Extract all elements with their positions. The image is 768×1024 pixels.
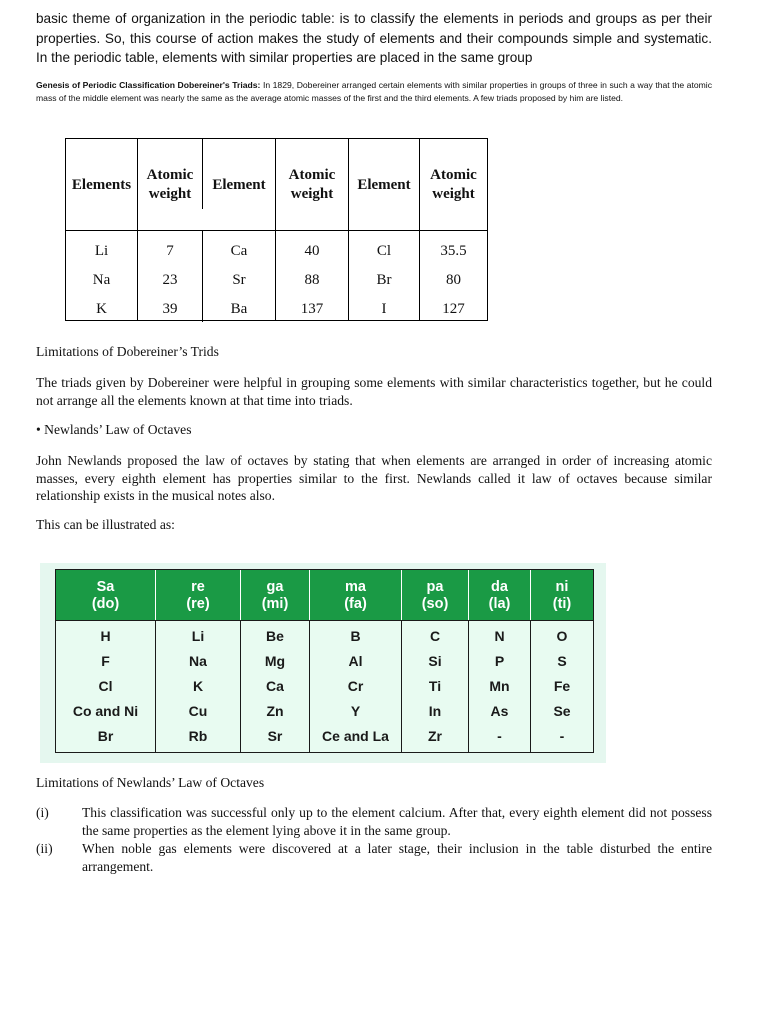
triads-cell: 127 — [442, 301, 465, 317]
octave-note: re — [191, 579, 205, 595]
octaves-cell: N — [494, 628, 505, 644]
triads-cell: Br — [376, 272, 392, 288]
octaves-cell: Cl — [98, 678, 113, 694]
triads-cell: Cl — [376, 243, 392, 259]
triads-cell: Na — [92, 272, 111, 288]
octaves-cell: Cr — [347, 678, 364, 694]
triads-column — [276, 231, 348, 324]
octaves-cell: Mn — [489, 678, 510, 694]
octave-note-alt: (re) — [186, 596, 210, 612]
octave-note-alt: (fa) — [344, 596, 367, 612]
octaves-cell: Li — [191, 628, 205, 644]
octaves-cell: Ca — [266, 678, 284, 694]
octaves-cell: Se — [553, 703, 571, 719]
octave-note-alt: (la) — [488, 596, 511, 612]
octave-note: Sa — [96, 579, 115, 595]
triads-header-cell: Atomic weight — [288, 167, 336, 202]
newlands-limitations-heading: Limitations of Newlands’ Law of Octaves — [36, 775, 265, 790]
triads-cell: Ba — [230, 301, 248, 317]
octaves-cell: Ti — [428, 678, 442, 694]
triads-column — [66, 231, 137, 324]
triads-cell: 35.5 — [440, 243, 467, 259]
octaves-header-cell — [469, 575, 530, 617]
octaves-cell: C — [429, 628, 441, 644]
octaves-cell: As — [490, 703, 509, 719]
octaves-cell: - — [497, 728, 502, 744]
triads-cell: 7 — [166, 243, 174, 259]
octaves-header-cell — [310, 575, 401, 617]
octave-note: ma — [345, 579, 366, 595]
genesis-text: In 1829, Dobereiner arranged certain elements with similar properties in groups of three in such a way that the atomic mass of the middle element was nearly the same as the average atomic masses of the first and the third elements. A few triads proposed by him are listed. — [36, 80, 712, 103]
octaves-cell: - — [559, 728, 565, 744]
octaves-cell: Co and Ni — [72, 703, 139, 719]
octaves-cell: Y — [350, 703, 361, 719]
triads-cell: 88 — [304, 272, 320, 288]
octaves-column — [156, 624, 240, 749]
octaves-column — [56, 624, 155, 749]
triads-cell: 137 — [300, 301, 324, 317]
octave-note: ni — [555, 579, 569, 595]
triads-cell: 80 — [446, 272, 461, 288]
octaves-cell: Be — [266, 628, 284, 644]
octaves-header-cell — [402, 575, 468, 617]
limitation-number: (ii) — [36, 841, 53, 856]
newlands-paragraph: John Newlands proposed the law of octaves by stating that when elements are arranged in order of increasing atomic masses, every eighth element has properties similar to the first. Newlands called it law of octaves because similar relationship exists in the musical notes also. — [36, 453, 712, 503]
octaves-header-divider — [56, 620, 593, 621]
octaves-column — [402, 624, 468, 749]
octaves-cell: F — [101, 653, 110, 669]
octaves-cell: Zn — [266, 703, 284, 719]
triads-cell: I — [381, 301, 387, 317]
limitation-number: (i) — [36, 805, 49, 820]
triads-cell: 39 — [162, 301, 178, 317]
triads-cell: 23 — [162, 272, 178, 288]
octaves-header-cell — [56, 575, 155, 617]
octaves-cell: Ce and La — [322, 728, 389, 744]
genesis-heading: Genesis of Periodic Classification Dobereiner's Triads: — [36, 80, 261, 90]
octaves-column — [531, 624, 593, 749]
octaves-cell: Mg — [264, 653, 286, 669]
octaves-cell: B — [350, 628, 361, 644]
octaves-cell: Br — [97, 728, 114, 744]
triads-table — [65, 138, 488, 321]
intro-paragraph: basic theme of organization in the periodic table: is to classify the elements in periods and groups as per their properties. So, this course of action makes the study of elements and their compounds simple and systematic. In the periodic table, elements with similar properties are placed in the same group — [36, 11, 712, 65]
octaves-cell: Si — [428, 653, 442, 669]
dobereiner-limitations-heading: Limitations of Dobereiner’s Trids — [36, 344, 219, 359]
octaves-header-cell — [531, 575, 593, 617]
triads-cell: K — [96, 301, 107, 317]
octaves-cell: Zr — [428, 728, 442, 744]
limitation-item — [36, 804, 712, 840]
triads-cell: 40 — [304, 243, 320, 259]
triads-column — [420, 231, 487, 324]
octaves-cell: Na — [189, 653, 207, 669]
octaves-header-cell — [241, 575, 309, 617]
octaves-column — [310, 624, 401, 749]
triads-column — [203, 231, 275, 324]
octave-note-alt: (ti) — [552, 596, 572, 612]
triads-header-cell: Atomic weight — [430, 167, 477, 202]
triads-header-cell: Atomic weight — [146, 167, 194, 202]
triads-header-cell: Element — [357, 176, 411, 193]
octaves-cell: Cu — [188, 703, 208, 719]
limitation-text: When noble gas elements were discovered at a later stage, their inclusion in the table disturbed the entire arrangement. — [82, 841, 712, 874]
octaves-table — [55, 569, 594, 753]
triads-cell: Sr — [232, 272, 246, 288]
octaves-cell: P — [494, 653, 505, 669]
limitation-text: This classification was successful only up to the element calcium. After that, every eighth element did not possess the same properties as the element lying above it in the same group. — [82, 805, 712, 838]
octave-note: pa — [426, 579, 444, 595]
triads-header-cell: Elements — [71, 176, 132, 193]
triads-column — [349, 231, 419, 324]
octaves-cell: S — [557, 653, 567, 669]
limitation-item — [36, 840, 712, 876]
octaves-cell: H — [100, 628, 111, 644]
octaves-cell: K — [192, 678, 204, 694]
octaves-column — [469, 624, 530, 749]
octaves-header-cell — [156, 575, 240, 617]
triads-cell: Li — [94, 243, 109, 259]
octave-note: ga — [266, 579, 284, 595]
octaves-cell: Rb — [188, 728, 208, 744]
genesis-paragraph — [36, 79, 712, 105]
octaves-cell: In — [428, 703, 442, 719]
triads-column — [138, 231, 202, 324]
octaves-cell: O — [556, 628, 568, 644]
newlands-heading: • Newlands’ Law of Octaves — [36, 422, 192, 437]
octaves-cell: Fe — [553, 678, 571, 694]
octave-note-alt: (mi) — [261, 596, 289, 612]
illustrated-text: This can be illustrated as: — [36, 517, 175, 532]
triads-header-cell: Element — [212, 176, 266, 193]
octave-note: da — [491, 579, 508, 595]
dobereiner-limitations-text: The triads given by Dobereiner were helpful in grouping some elements with similar characteristics together, but he could not arrange all the elements known at that time into triads. — [36, 375, 712, 408]
octaves-column — [241, 624, 309, 749]
octave-note-alt: (do) — [91, 596, 120, 612]
triads-cell: Ca — [230, 243, 248, 259]
octaves-cell: Sr — [267, 728, 283, 744]
octave-note-alt: (so) — [421, 596, 449, 612]
octaves-cell: Al — [348, 653, 363, 669]
